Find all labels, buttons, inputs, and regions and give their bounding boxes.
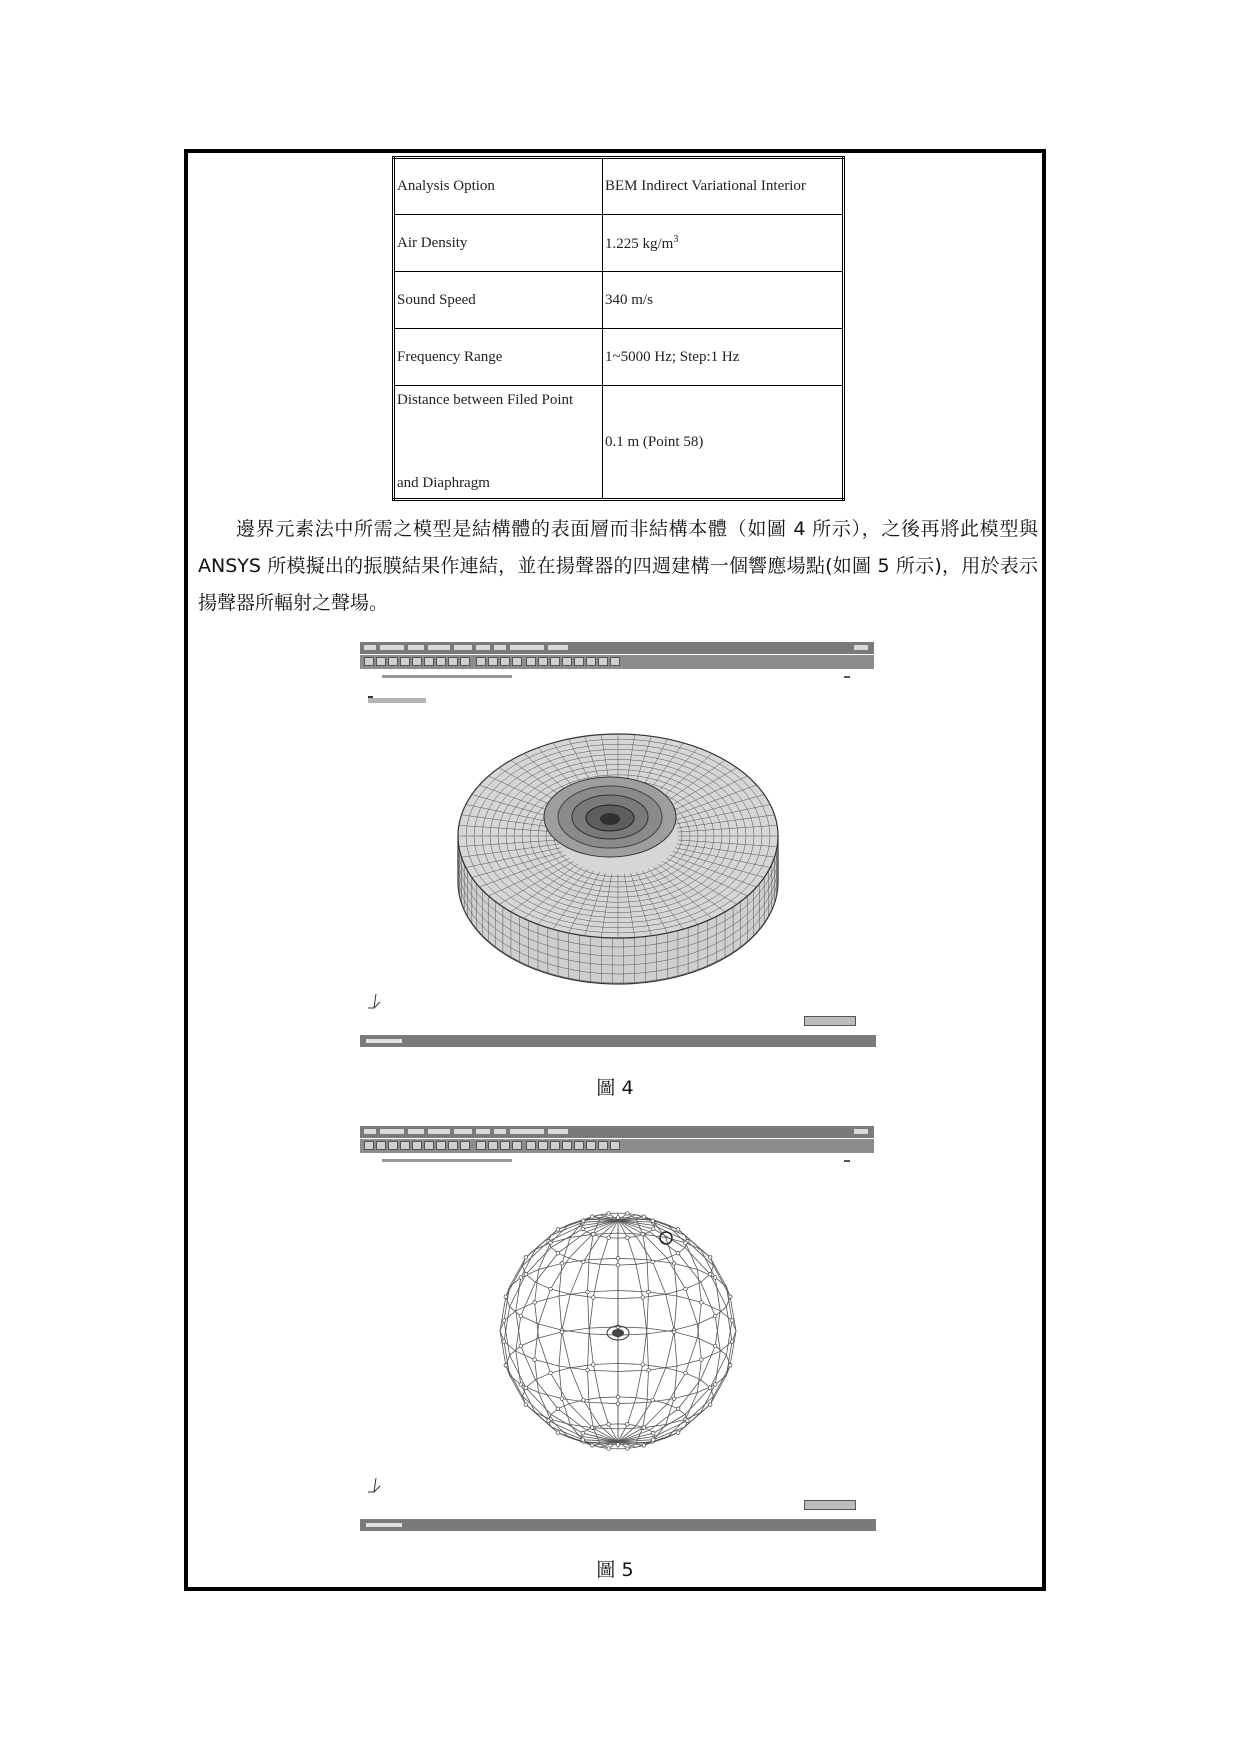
table-row: [394, 272, 844, 329]
body-paragraph: [198, 511, 1038, 622]
param-label: [394, 386, 603, 500]
table-row: [394, 329, 844, 386]
axis-triad-icon: [364, 990, 388, 1010]
parameter-table: [392, 156, 845, 501]
param-label: Sound Speed: [394, 272, 603, 329]
view-controls: [804, 1016, 856, 1026]
table-row: [394, 386, 844, 500]
status-bar: [360, 1519, 876, 1531]
status-bar: [360, 1035, 876, 1047]
param-value-text: 1.225 kg/m: [605, 235, 674, 252]
table-row: [394, 215, 844, 272]
param-value: 0.1 m (Point 58): [603, 386, 844, 500]
paragraph-text: 邊界元素法中所需之模型是結構體的表面層而非結構本體（如圖 4 所示），之後再將此模型與 ANSYS 所模擬出的振膜結果作連結，並在揚聲器的四週建構一個響應場點(如圖 5 所示)，用於表示揚聲器所輻射之聲場。: [198, 518, 1038, 614]
speaker-mesh-icon: [360, 642, 876, 1047]
param-value: [603, 215, 844, 272]
page-frame: [184, 149, 1046, 1591]
param-value: BEM Indirect Variational Interior: [603, 158, 844, 215]
table-row: [394, 158, 844, 215]
param-label-line2: and Diaphragm: [397, 475, 490, 491]
param-value: 1~5000 Hz; Step:1 Hz: [603, 329, 844, 386]
axis-triad-icon: [364, 1474, 388, 1494]
param-value: 340 m/s: [603, 272, 844, 329]
param-label-line1: Distance between Filed Point: [397, 392, 574, 408]
param-label: Analysis Option: [394, 158, 603, 215]
param-label: Frequency Range: [394, 329, 603, 386]
param-unit-superscript: 3: [673, 233, 679, 245]
figure-4-screenshot: [360, 642, 876, 1047]
param-label: Air Density: [394, 215, 603, 272]
figure-5-caption: 圖 5: [596, 1559, 634, 1581]
view-controls: [804, 1500, 856, 1510]
figure-5-screenshot: [360, 1126, 876, 1531]
sphere-field-mesh-icon: [360, 1126, 876, 1531]
figure-4-caption: 圖 4: [596, 1077, 634, 1099]
